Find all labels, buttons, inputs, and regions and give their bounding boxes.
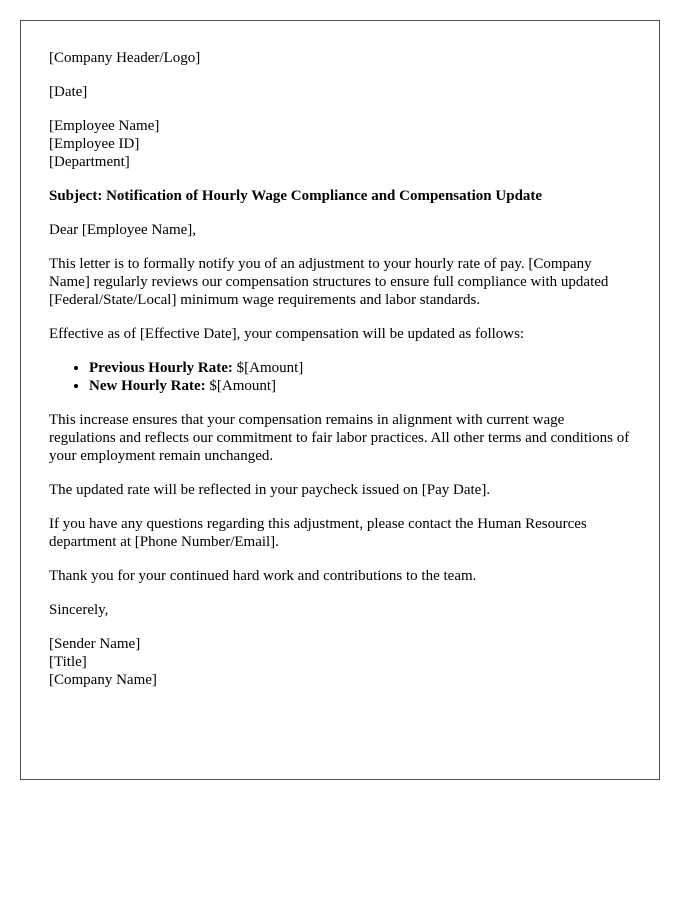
subject-line: Subject: Notification of Hourly Wage Compliance and Compensation Update [49,188,543,204]
sender-company: [Company Name] [49,672,157,688]
questions-paragraph: If you have any questions regarding this adjustment, please contact the Human Resources department at [Phone Number/Email]. [49,516,587,550]
list-item [89,377,631,395]
sender-title: [Title] [49,654,87,670]
company-header-logo: [Company Header/Logo] [49,50,201,66]
recipient-name: [Employee Name] [49,118,160,134]
intro-paragraph: This letter is to formally notify you of an adjustment to your hourly rate of pay. [Company Name] regularly reviews our compensation structures to ensure full compliance with updated [Federal/State/Local] minimum wage requirements and labor standards. [49,256,609,308]
sender-name: [Sender Name] [49,636,141,652]
letter-page [20,20,660,780]
new-rate-label: New Hourly Rate: [89,378,206,394]
recipient-block [49,117,631,171]
new-rate-value: $[Amount] [205,378,277,394]
recipient-department: [Department] [49,154,130,170]
signature-block [49,635,631,689]
salutation: Dear [Employee Name], [49,222,197,238]
recipient-id: [Employee ID] [49,136,140,152]
previous-rate-value: $[Amount] [232,360,304,376]
paycheck-paragraph: The updated rate will be reflected in your paycheck issued on [Pay Date]. [49,482,491,498]
effective-paragraph: Effective as of [Effective Date], your compensation will be updated as follows: [49,326,525,342]
previous-rate-label: Previous Hourly Rate: [89,360,233,376]
thanks-paragraph: Thank you for your continued hard work and contributions to the team. [49,568,477,584]
letter-date: [Date] [49,84,88,100]
list-item [89,359,631,377]
closing: Sincerely, [49,602,109,618]
rate-list [49,359,631,395]
alignment-paragraph: This increase ensures that your compensation remains in alignment with current wage regulations and reflects our commitment to fair labor practices. All other terms and conditions of your employment remain unchanged. [49,412,630,464]
